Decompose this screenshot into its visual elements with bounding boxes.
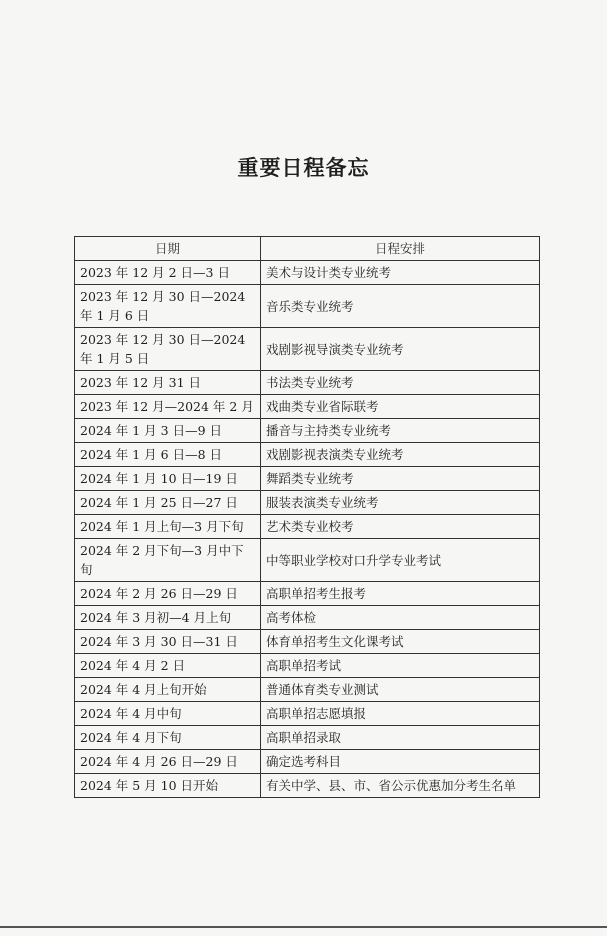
- date-cell: 2024 年 1 月上旬—3 月下旬: [75, 515, 261, 539]
- table-row: [75, 582, 540, 606]
- date-cell: 2024 年 4 月下旬: [75, 726, 261, 750]
- table-row: [75, 630, 540, 654]
- event-cell: 播音与主持类专业统考: [261, 419, 540, 443]
- event-cell: 艺术类专业校考: [261, 515, 540, 539]
- table-row: [75, 678, 540, 702]
- date-cell: 2024 年 4 月 2 日: [75, 654, 261, 678]
- table-row: [75, 702, 540, 726]
- date-cell: 2024 年 4 月上旬开始: [75, 678, 261, 702]
- date-cell: 2024 年 3 月 30 日—31 日: [75, 630, 261, 654]
- date-cell: 2024 年 3 月初—4 月上旬: [75, 606, 261, 630]
- event-cell: 高职单招志愿填报: [261, 702, 540, 726]
- date-cell: 2024 年 2 月下旬—3 月中下旬: [75, 539, 261, 582]
- page-bottom-rule: [0, 926, 607, 928]
- event-cell: 服装表演类专业统考: [261, 491, 540, 515]
- date-cell: 2023 年 12 月 30 日—2024 年 1 月 6 日: [75, 285, 261, 328]
- event-cell: 高职单招录取: [261, 726, 540, 750]
- event-cell: 音乐类专业统考: [261, 285, 540, 328]
- table-row: [75, 371, 540, 395]
- event-cell: 舞蹈类专业统考: [261, 467, 540, 491]
- table-row: [75, 654, 540, 678]
- date-cell: 2023 年 12 月 31 日: [75, 371, 261, 395]
- date-cell: 2024 年 1 月 10 日—19 日: [75, 467, 261, 491]
- event-cell: 戏剧影视导演类专业统考: [261, 328, 540, 371]
- table-row: [75, 726, 540, 750]
- table-header-row: [75, 237, 540, 261]
- table-row: [75, 539, 540, 582]
- date-cell: 2024 年 1 月 6 日—8 日: [75, 443, 261, 467]
- date-cell: 2024 年 4 月 26 日—29 日: [75, 750, 261, 774]
- table-row: [75, 467, 540, 491]
- date-cell: 2024 年 2 月 26 日—29 日: [75, 582, 261, 606]
- event-cell: 戏曲类专业省际联考: [261, 395, 540, 419]
- table-row: [75, 285, 540, 328]
- table-row: [75, 328, 540, 371]
- event-cell: 中等职业学校对口升学专业考试: [261, 539, 540, 582]
- table-row: [75, 750, 540, 774]
- date-cell: 2023 年 12 月—2024 年 2 月: [75, 395, 261, 419]
- event-cell: 确定选考科目: [261, 750, 540, 774]
- date-cell: 2024 年 1 月 3 日—9 日: [75, 419, 261, 443]
- date-cell: 2023 年 12 月 2 日—3 日: [75, 261, 261, 285]
- event-cell: 美术与设计类专业统考: [261, 261, 540, 285]
- date-cell: 2023 年 12 月 30 日—2024 年 1 月 5 日: [75, 328, 261, 371]
- date-cell: 2024 年 5 月 10 日开始: [75, 774, 261, 798]
- event-cell: 高职单招考试: [261, 654, 540, 678]
- table-row: [75, 261, 540, 285]
- table-row: [75, 515, 540, 539]
- header-date: 日期: [75, 237, 261, 261]
- date-cell: 2024 年 1 月 25 日—27 日: [75, 491, 261, 515]
- event-cell: 高职单招考生报考: [261, 582, 540, 606]
- page-title: 重要日程备忘: [237, 155, 370, 180]
- table-row: [75, 491, 540, 515]
- event-cell: 体育单招考生文化课考试: [261, 630, 540, 654]
- event-cell: 书法类专业统考: [261, 371, 540, 395]
- header-event: 日程安排: [261, 237, 540, 261]
- table-row: [75, 606, 540, 630]
- table-row: [75, 774, 540, 798]
- table-row: [75, 443, 540, 467]
- event-cell: 高考体检: [261, 606, 540, 630]
- event-cell: 有关中学、县、市、省公示优惠加分考生名单: [261, 774, 540, 798]
- event-cell: 戏剧影视表演类专业统考: [261, 443, 540, 467]
- schedule-table: [74, 236, 540, 798]
- table-row: [75, 419, 540, 443]
- table-row: [75, 395, 540, 419]
- event-cell: 普通体育类专业测试: [261, 678, 540, 702]
- date-cell: 2024 年 4 月中旬: [75, 702, 261, 726]
